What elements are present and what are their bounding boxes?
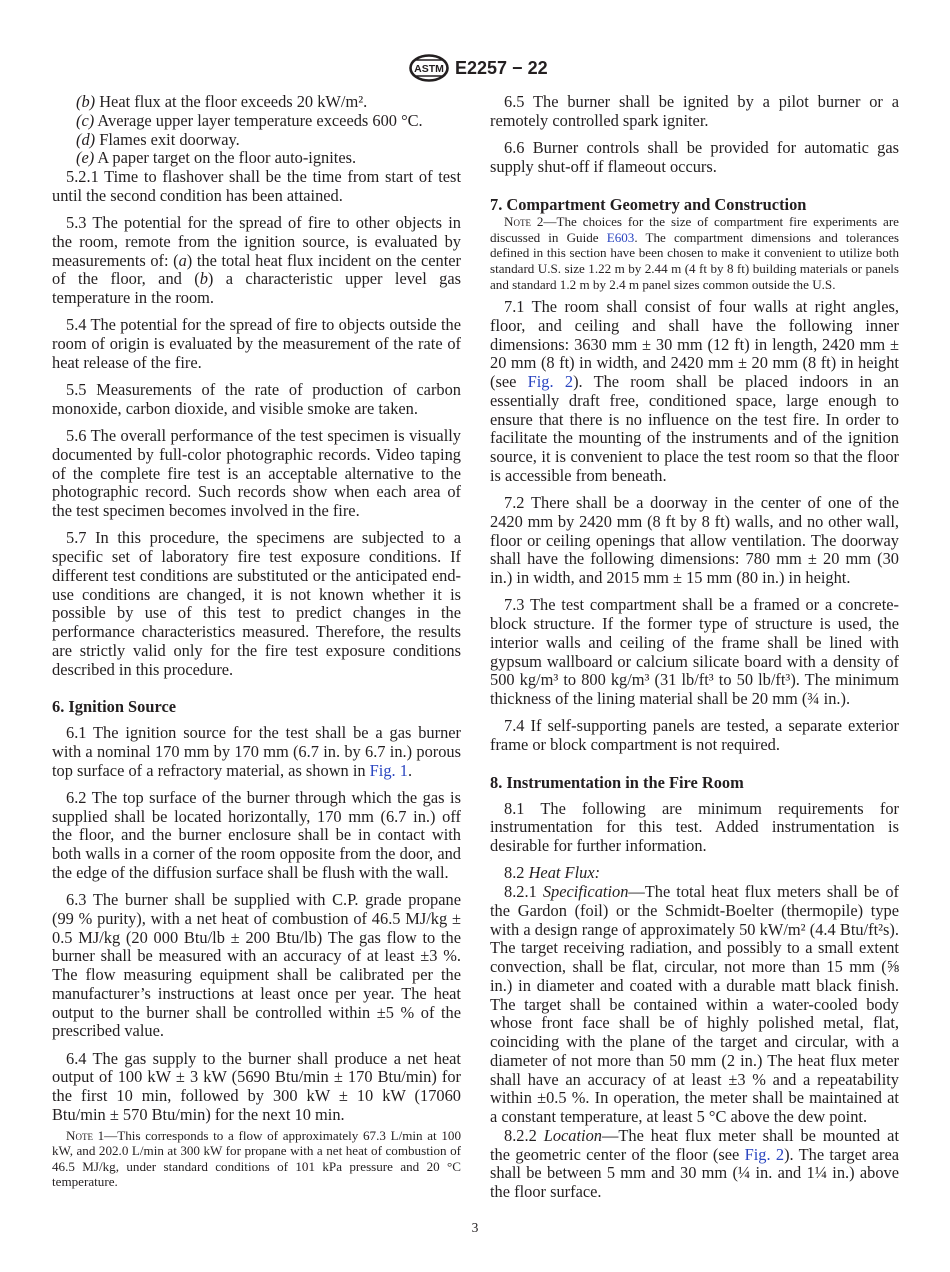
left-column bbox=[52, 93, 461, 1190]
paragraph-text: —The total heat flux meters shall be of the Gardon (foil) or the Schmidt-Boelter (thermopile) type with a design range of approximately 50 kW/m² (4.4 Btu/ft²s). The target receiving radiation, and possibly to a small extent convection, shall be flat, circular, not more than 15 mm (⅝ in.) in diameter and coated with a durable matt black finish. The target shall be contained within a water-cooled body whose front face shall be of highly polished metal, flat, coinciding with the plane of the target and circular, with a diameter of not more than 50 mm (2 in.) The heat flux meter shall have an accuracy of at least ±3 % and a repeatability within ±0.5 %. In operation, the meter shall be maintained at a constant temperature, at least 5 °C above the dew point. bbox=[490, 882, 899, 1127]
page-number: 3 bbox=[471, 1220, 479, 1235]
subsection-title: Heat Flux: bbox=[528, 863, 601, 883]
note-2 bbox=[490, 214, 899, 292]
item-label: (b) bbox=[76, 92, 96, 111]
note-label: Note 1 bbox=[66, 1127, 105, 1143]
paragraph-8-2-1 bbox=[490, 883, 899, 1127]
paragraph-7-2: 7.2 There shall be a doorway in the center of one of the 2420 mm by 2420 mm (8 ft by 8 ft) walls, and no other wall, floor or ceiling openings that allow ventilation. The doorway shall have the following dimensions: 780 mm ± 20 mm (30 in.) in width, and 2015 mm ± 15 mm (80 in.) in height. bbox=[490, 493, 899, 588]
note-1 bbox=[52, 1128, 461, 1190]
paragraph-text: —The heat flux meter shall be mounted at the geometric center of the floor (see bbox=[490, 1125, 899, 1164]
paragraph-5-4: 5.4 The potential for the spread of fire to objects outside the room of origin is evaluated by the measurement of the rate of heat release of the fire. bbox=[52, 315, 461, 372]
astm-logo-icon bbox=[409, 54, 449, 82]
figure-2-link[interactable]: Fig. 2 bbox=[744, 1144, 785, 1164]
note-text: . The compartment dimensions and tolerances defined in this section have been chosen to make it convenient to utilize both standard U.S. size 1.22 m by 2.44 m (4 ft by 8 ft) building materials or panels and standard 1.2 m by 2.4 m panel sizes common outside the U.S. bbox=[490, 229, 899, 292]
paragraph-text: ). The room shall be placed indoors in an essentially draft free, conditioned space, large enough to ensure that there is no influence on the test fire. In order to facilitate the mounting of the instruments and of the ignition source, it is convenient to place the test room so that the floor is accessible from beneath. bbox=[490, 372, 899, 485]
item-text: A paper target on the floor auto-ignites. bbox=[94, 148, 357, 168]
paragraph-5-3 bbox=[52, 214, 461, 308]
item-text: Flames exit doorway. bbox=[95, 129, 240, 149]
guide-e603-link[interactable]: E603 bbox=[606, 229, 635, 245]
paragraph-7-3: 7.3 The test compartment shall be a framed or a concrete-block structure. If the former type of structure is used, the interior walls and ceiling of the frame shall be lined with gypsum wallboard or calcium silicate board with a density of 500 kg/m³ to 800 kg/m³ (31 lb/ft³ to 50 lb/ft³). The minimum thickness of the lining material shall be 20 mm (¾ in.). bbox=[490, 595, 899, 709]
paragraph-number: 8.2.1 bbox=[504, 882, 543, 902]
paragraph-text: . bbox=[407, 760, 413, 780]
paragraph-text: 7.1 The room shall consist of four walls at right angles, floor, and ceiling and shall have the following inner dimensions: 3630 mm ± 30 mm (12 ft) in length, 2420 mm ± 20 mm (8 ft) in width, and 2420 mm ± 20 mm (8 ft) in height (see bbox=[490, 297, 899, 392]
item-label: (d) bbox=[76, 129, 96, 149]
paragraph-5-2-1: 5.2.1 Time to flashover shall be the time from start of test until the second condition has been attained. bbox=[52, 167, 461, 205]
paragraph-6-4: 6.4 The gas supply to the burner shall produce a net heat output of 100 kW ± 3 kW (5690 Btu/min ± 170 Btu/min) for the first 10 min, followed by 300 kW ± 10 kW (17060 Btu/min ± 570 Btu/min) for the next 10 min. bbox=[52, 1048, 461, 1124]
paragraph-5-7: 5.7 In this procedure, the specimens are subjected to a specific set of laboratory fire test exposure conditions. If different test conditions are substituted or the anticipated end-use conditions are changed, it is not known whether it is possible by use of this test to predict changes in the performance characteristics measured. Therefore, the results are strictly valid only for the fire test exposure conditions described in this procedure. bbox=[52, 528, 461, 679]
logo-lettering: ASTM bbox=[414, 63, 444, 75]
paragraph-8-2-2 bbox=[490, 1127, 899, 1202]
paragraph-number: 8.2 bbox=[504, 863, 529, 883]
condition-item-e bbox=[52, 149, 461, 168]
page-header bbox=[0, 0, 950, 90]
paragraph-text: ). The target area shall be between 5 mm and 30 mm (¼ in. and 1¼ in.) above the floor surface. bbox=[490, 1144, 899, 1202]
note-text: —This corresponds to a flow of approximately 67.3 L/min at 100 kW, and 202.0 L/min at 300 kW for propane with a net heat of combustion of 46.5 MJ/kg, under standard conditions of 101 kPa pressure and 20 °C temperature. bbox=[52, 1127, 461, 1190]
paragraph-text: 5.3 The potential for the spread of fire to other objects in the room, remote from the ignition source, is evaluated by measurements of: ( bbox=[52, 213, 461, 270]
subsection-title: Location bbox=[543, 1125, 602, 1145]
condition-item-b bbox=[52, 93, 461, 112]
figure-1-link[interactable]: Fig. 1 bbox=[369, 760, 408, 780]
item-text: Average upper layer temperature exceeds 600 °C. bbox=[94, 110, 423, 130]
figure-2-link[interactable]: Fig. 2 bbox=[527, 372, 574, 392]
item-label: (c) bbox=[76, 110, 95, 130]
section-8-heading: 8. Instrumentation in the Fire Room bbox=[490, 772, 744, 792]
paragraph-number: 8.2.2 bbox=[504, 1125, 544, 1145]
note-label: Note 2 bbox=[504, 214, 544, 230]
paragraph-8-2 bbox=[490, 864, 899, 883]
paragraph-5-6: 5.6 The overall performance of the test specimen is visually documented by full-color photographic records. Video taping of the complete fire test is an acceptable alternative to the photographic record. Such records show when each area of the test specimen becomes involved in the fire. bbox=[52, 426, 461, 520]
paragraph-7-1 bbox=[490, 298, 899, 486]
note-text: —The choices for the size of compartment fire experiments are discussed in Guide bbox=[490, 214, 899, 245]
paragraph-8-1: 8.1 The following are minimum requirements for instrumentation for this test. Added instrumentation is desirable for further information. bbox=[490, 798, 899, 856]
italic-letter: b bbox=[199, 269, 208, 289]
paragraph-6-6: 6.6 Burner controls shall be provided for automatic gas supply shut-off if flameout occurs. bbox=[490, 138, 899, 176]
paragraph-6-3: 6.3 The burner shall be supplied with C.P. grade propane (99 % purity), with a net heat of combustion of 46.5 MJ/kg ± 0.5 MJ/kg (20 000 Btu/lb ± 200 Btu/lb) The gas flow to the burner shall be measured with an accuracy of at least ±3 %. The flow measuring equipment shall be calibrated per the manufacturer’s instructions at least once per year. The heat output to the burner shall be controlled within ±5 % of the prescribed value. bbox=[52, 890, 461, 1041]
paragraph-6-5: 6.5 The burner shall be ignited by a pilot burner or a remotely controlled spark igniter. bbox=[490, 92, 899, 130]
italic-letter: a bbox=[178, 250, 187, 270]
paragraph-text: 6.1 The ignition source for the test shall be a gas burner with a nominal 170 mm by 170 mm (6.7 in. by 6.7 in.) porous top surface of a refractory material, as shown in bbox=[52, 723, 461, 780]
condition-item-c bbox=[52, 112, 461, 131]
paragraph-6-2: 6.2 The top surface of the burner through which the gas is supplied shall be located horizontally, 170 mm (6.7 in.) off the floor, and the burner enclosure shall be in contact with both walls in a corner of the room opposite from the door, and the edge of the diffusion surface shall be flush with the wall. bbox=[52, 787, 461, 882]
condition-item-d bbox=[52, 131, 461, 150]
subsection-title: Specification bbox=[542, 882, 629, 902]
paragraph-text: ) a characteristic upper level gas temperature in the room. bbox=[52, 269, 461, 307]
paragraph-text: ) the total heat flux incident on the center of the floor, and ( bbox=[52, 250, 462, 289]
item-text: Heat flux at the floor exceeds 20 kW/m². bbox=[95, 92, 368, 111]
section-7-heading: 7. Compartment Geometry and Construction bbox=[490, 194, 807, 214]
paragraph-5-5: 5.5 Measurements of the rate of production of carbon monoxide, carbon dioxide, and visible smoke are taken. bbox=[52, 380, 461, 418]
right-column bbox=[490, 93, 899, 1202]
item-label: (e) bbox=[76, 148, 95, 168]
paragraph-7-4: 7.4 If self-supporting panels are tested, a separate exterior frame or block compartment is not required. bbox=[490, 716, 899, 755]
standard-designation: E2257 − 22 bbox=[455, 58, 548, 78]
section-6-heading: 6. Ignition Source bbox=[52, 697, 177, 717]
paragraph-6-1 bbox=[52, 724, 461, 780]
